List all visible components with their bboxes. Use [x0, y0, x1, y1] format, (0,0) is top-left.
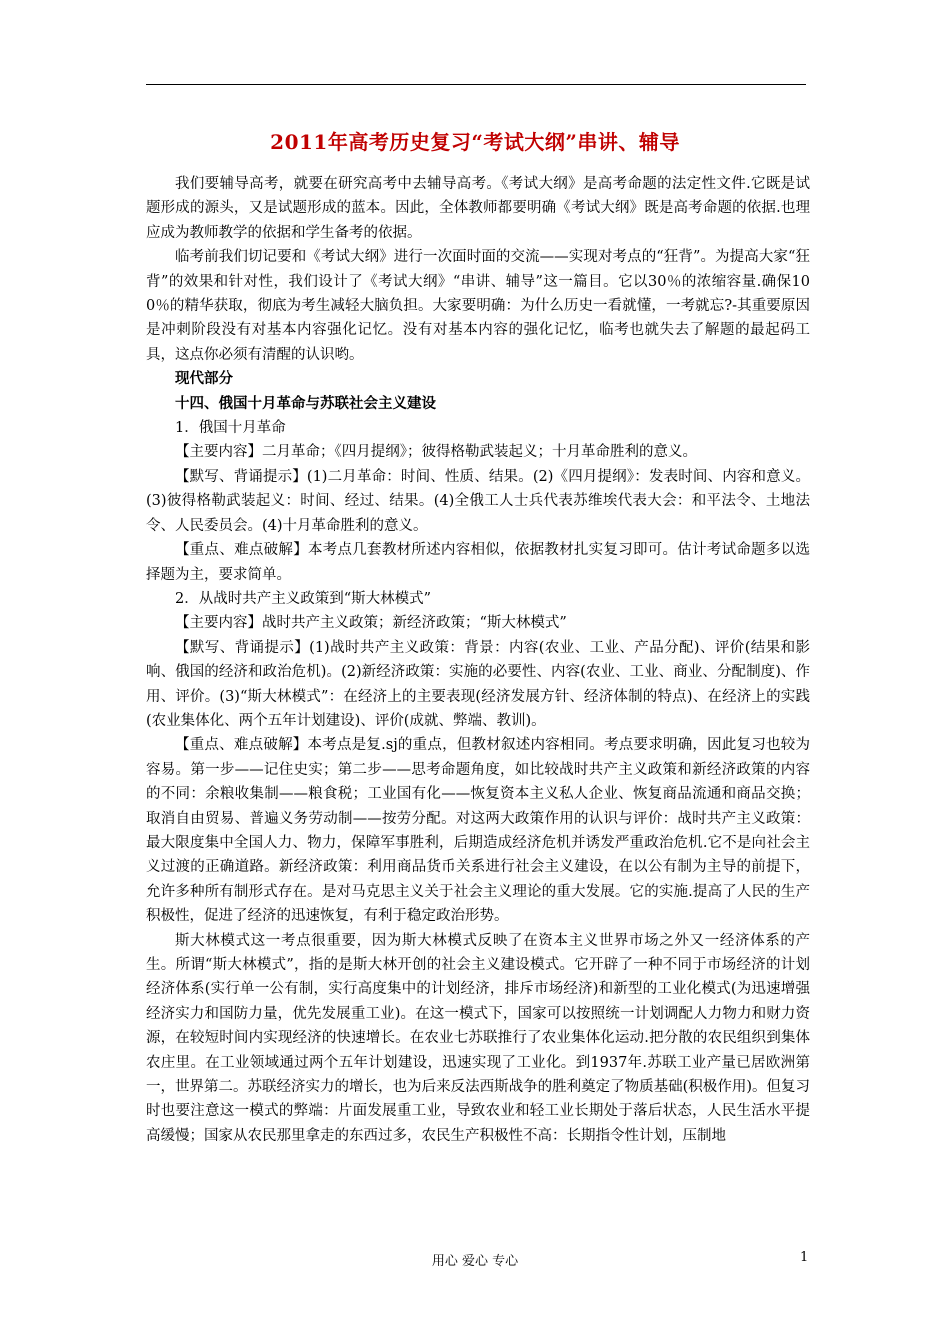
topic1-heading: 1．俄国十月革命 [175, 420, 286, 437]
topic1-main-content: 【主要内容】二月革命；《四月提纲》；彼得格勒武装起义；十月革命胜利的意义。 [175, 444, 697, 461]
topic2-main-content: 【主要内容】战时共产主义政策；新经济政策；“斯大林模式” [175, 615, 567, 632]
topic2-key-points: 【重点、难点破解】本考点是复.sj的重点，但教材叙述内容相同。考点要求明确，因此复习也较为容易。第一步——记住史实；第二步——思考命题角度，如比较战时共产主义政策和新经济政策的内容的不同：余粮收集制——粮食税；工业国有化——恢复资本主义私人企业、恢复商品流通和商品交换；取消自由贸易、普遍义务劳动制——按劳分配。对这两大政策作用的认识与评价：战时共产主义政策：最大限度集中全国人力、物力，保障军事胜利，后期造成经济危机并诱发严重政治危机.它不是向社会主义过渡的正确道路。新经济政策：利用商品货币关系进行社会主义建设，在以公有制为主导的前提下，允许多种所有制形式存在。是对马克思主义关于社会主义理论的重大发展。它的实施.提高了人民的生产积极性，促进了经济的迅速恢复，有利于稳定政治形势。 [146, 737, 810, 925]
section-label: 现代部分 [175, 370, 233, 388]
topic1-key-points: 【重点、难点破解】本考点几套教材所述内容相似，依据教材扎实复习即可。估计考试命题多以选择题为主，要求简单。 [146, 542, 810, 583]
document-body [146, 172, 810, 1148]
page-number: 1 [800, 1250, 809, 1265]
footer-motto: 用心 爱心 专心 [431, 1254, 519, 1269]
topic2-stalin-model: 斯大林模式这一考点很重要，因为斯大林模式反映了在资本主义世界市场之外又一经济体系的产生。所谓“斯大林模式”，指的是斯大林开创的社会主义建设模式。它开辟了一种不同于市场经济的计划经济体系(实行单一公有制，实行高度集中的计划经济，排斥市场经济)和新型的工业化模式(为迅速增强经济实力和国防力量，优先发展重工业)。在这一模式下，国家可以按照统一计划调配人力物力和财力资源，在较短时间内实现经济的快速增长。在农业七苏联推行了农业集体化运动.把分散的农民组织到集体农庄里。在工业领域通过两个五年计划建设，迅速实现了工业化。到1937年.苏联工业产量已居欧洲第一，世界第二。苏联经济实力的增长，也为后来反法西斯战争的胜利奠定了物质基础(积极作用)。但复习时也要注意这一模式的弊端：片面发展重工业，导致农业和轻工业长期处于落后状态，人民生活水平提高缓慢；国家从农民那里拿走的东西过多，农民生产积极性不高：长期指令性计划，压制地 [146, 932, 810, 1144]
topic1-memorize: 【默写、背诵提示】(1)二月革命：时间、性质、结果。(2)《四月提纲》：发表时间、内容和意义。(3)彼得格勒武装起义：时间、经过、结果。(4)全俄工人士兵代表苏维埃代表大会：和平法令、土地法令、人民委员会。(4)十月革命胜利的意义。 [146, 468, 810, 534]
intro-paragraph-1: 我们要辅导高考，就要在研究高考中去辅导高考。《考试大纲》是高考命题的法定性文件.它既是试题形成的源头，又是试题形成的蓝本。因此，全体教师都要明确《考试大纲》既是高考命题的依据.也理应成为教师教学的依据和学生备考的依据。 [146, 176, 810, 241]
topic2-memorize: 【默写、背诵提示】(1)战时共产主义政策：背景：内容(农业、工业、产品分配)、评价(结果和影响、俄国的经济和政治危机)。(2)新经济政策：实施的必要性、内容(农业、工业、商业、分配制度)、作用、评价。(3)“斯大林模式”：在经济上的主要表现(经济发展方针、经济体制的特点)、在经济上的实践(农业集体化、两个五年计划建设)、评价(成就、弊端、教训)。 [146, 639, 810, 729]
intro-paragraph-2: 临考前我们切记要和《考试大纲》进行一次面时面的交流——实现对考点的“狂背”。为提高大家“狂背”的效果和针对性，我们设计了《考试大纲》“串讲、辅导”这一篇目。它以30％的浓缩容量.确保100％的精华获取，彻底为考生减轻大脑负担。大家要明确：为什么历史一看就懂，一考就忘?-其重要原因是冲刺阶段没有对基本内容强化记忆。没有对基本内容的强化记忆，临考也就失去了解题的最起码工具，这点你必须有清醒的认识哟。 [146, 249, 810, 363]
header-rule [146, 84, 806, 85]
chapter-heading: 十四、俄国十月革命与苏联社会主义建设 [175, 394, 436, 412]
topic2-heading: 2．从战时共产主义政策到“斯大林模式” [175, 590, 432, 607]
document-title: 2011年高考历史复习“考试大纲”串讲、辅导 [270, 130, 680, 154]
